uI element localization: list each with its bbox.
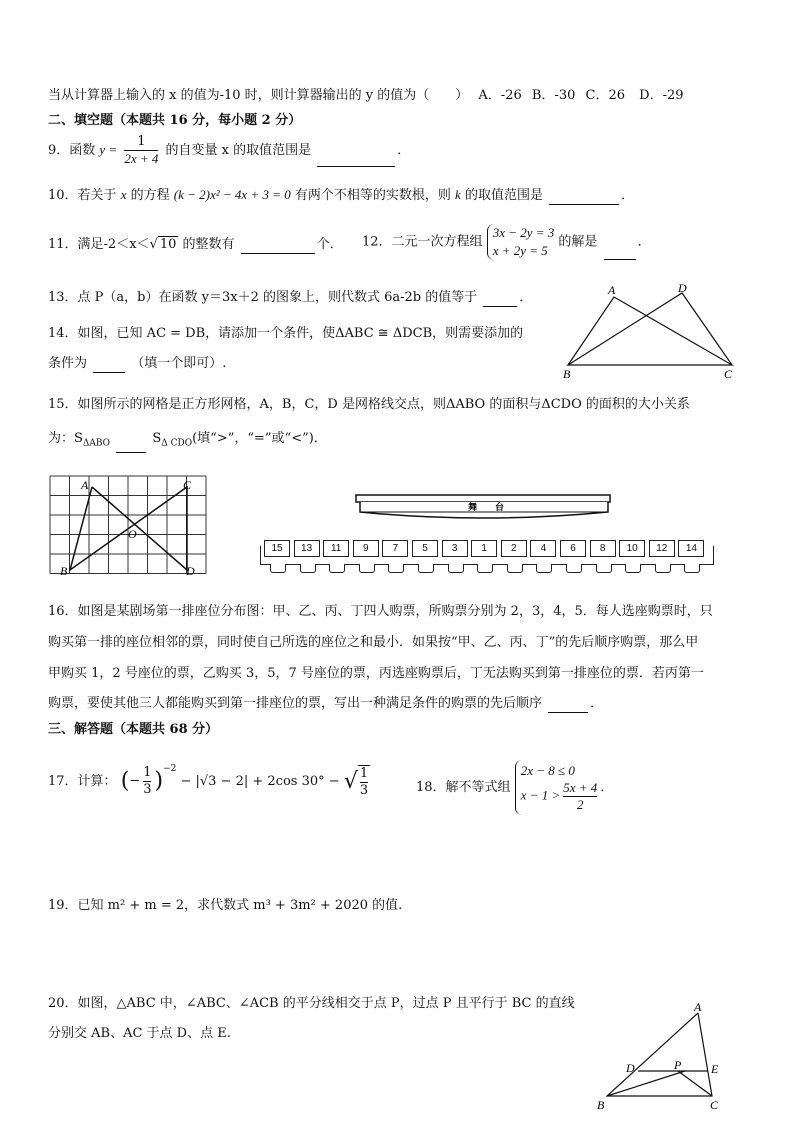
q16-answer-blank[interactable] bbox=[548, 712, 588, 713]
seat-leg bbox=[477, 564, 493, 573]
q11-end: 个． bbox=[316, 237, 343, 252]
seat-leg bbox=[329, 564, 345, 573]
q11-radicand: 10 bbox=[159, 237, 177, 252]
q17-sqrt: √ $\frac{1}{3}$ bbox=[343, 765, 369, 798]
q10-mid: 的方程 bbox=[130, 188, 170, 203]
q12-eq2: x + 2y = 5 bbox=[492, 243, 548, 258]
seat-leg bbox=[448, 564, 464, 573]
q9 bbox=[48, 134, 410, 167]
q10-answer-blank[interactable] bbox=[549, 204, 619, 205]
seat-leg bbox=[625, 564, 641, 573]
seat-leg bbox=[536, 564, 552, 573]
q15-label-o: O bbox=[128, 527, 137, 541]
q10-mid2: 有两个不相等的实数根，则 bbox=[294, 188, 451, 203]
q13 bbox=[48, 289, 532, 307]
q18-den: 2 bbox=[563, 796, 597, 813]
q16-line3: 甲购买 1，2 号座位的票，乙购买 3，5，7 号座位的票，丙选座购票后，丁无法购买到第一排座位的票．若丙第一 bbox=[48, 666, 704, 681]
seat-4: 4 bbox=[530, 540, 556, 557]
q8-option-a: A．-26 bbox=[478, 88, 522, 103]
q15-suffix: (填“>”，“=”或“<”)． bbox=[192, 431, 327, 446]
seat-15: 15 bbox=[264, 540, 290, 557]
seat-row bbox=[258, 538, 718, 578]
q15-s2: S bbox=[152, 431, 162, 446]
q20-label-d: D bbox=[626, 1061, 635, 1075]
q11 bbox=[48, 236, 343, 254]
q9-answer-blank[interactable] bbox=[317, 166, 395, 167]
seat-5: 5 bbox=[412, 540, 438, 557]
q20-label-a: A bbox=[694, 1000, 702, 1014]
q11-answer-blank[interactable] bbox=[241, 253, 315, 254]
seat-leg bbox=[270, 564, 286, 573]
q15-label-b: B bbox=[60, 564, 68, 578]
q15-label-c: C bbox=[183, 478, 192, 492]
q12-suffix: 的解是 bbox=[558, 234, 598, 250]
q20-figure bbox=[594, 996, 734, 1118]
stage-label: 舞 台 bbox=[468, 502, 505, 512]
q12 bbox=[362, 224, 651, 260]
q14-suffix: （填一个即可）. bbox=[131, 356, 227, 371]
q12-eq1: 3x − 2y = 3 bbox=[492, 225, 555, 240]
q15-s1: 为：S bbox=[48, 431, 83, 446]
q12-end: ． bbox=[637, 234, 651, 250]
q14-label-b: B bbox=[563, 367, 571, 380]
q17-mid: − |√3 − 2| + 2cos 30° − bbox=[180, 774, 340, 789]
q12-prefix: 12．二元一次方程组 bbox=[362, 234, 483, 250]
q16-line4-text: 购票，要使其他三人都能购买到第一排座位的票，写出一种满足条件的购票的先后顺序 bbox=[48, 696, 543, 711]
q10-k: k bbox=[455, 187, 461, 202]
q8-option-b: B．-30 bbox=[531, 88, 576, 103]
q9-suffix: 的自变量 x 的取值范围是 bbox=[165, 143, 312, 158]
seat-6: 6 bbox=[560, 540, 586, 557]
seat-leg bbox=[566, 564, 582, 573]
q17-fraction: $\frac{1}{3}$ bbox=[143, 765, 152, 797]
q10-equation: (k − 2)x² − 4x + 3 = 0 bbox=[173, 187, 291, 202]
q10-x: x bbox=[120, 187, 127, 202]
q8-text: 当从计算器上输入的 x 的值为-10 时，则计算器输出的 y 的值为（ ） bbox=[48, 88, 469, 103]
q15-grid-figure bbox=[48, 472, 212, 590]
q14-prefix: 条件为 bbox=[48, 356, 88, 371]
q14-label-a: A bbox=[608, 283, 616, 297]
q15-answer-blank[interactable] bbox=[116, 452, 146, 453]
q10-prefix: 10．若关于 bbox=[48, 188, 117, 203]
q14-answer-blank[interactable] bbox=[93, 372, 125, 373]
q17-num: 1 bbox=[359, 765, 369, 781]
seating-figure bbox=[258, 488, 718, 586]
q15-label-a: A bbox=[81, 478, 89, 492]
q17-den: 3 bbox=[359, 782, 369, 798]
q11-suffix: 的整数有 bbox=[182, 237, 235, 252]
q13-answer-blank[interactable] bbox=[483, 306, 517, 307]
q14-figure bbox=[560, 280, 745, 380]
q16-end: ． bbox=[590, 696, 604, 711]
q13-end: ． bbox=[519, 290, 533, 305]
q18-prefix: 18．解不等式组 bbox=[416, 780, 511, 795]
seat-2: 2 bbox=[501, 540, 527, 557]
q9-prefix: 9．函数 bbox=[48, 143, 96, 158]
q8-option-c: C．26 bbox=[585, 88, 626, 103]
q14-label-d: D bbox=[678, 281, 687, 295]
q11-sqrt: √ 10 bbox=[149, 237, 177, 252]
q9-num: 1 bbox=[137, 134, 146, 149]
section2-title: 二、填空题（本题共 16 分，每小题 2 分） bbox=[48, 113, 302, 128]
seat-9: 9 bbox=[353, 540, 379, 557]
seat-leg bbox=[300, 564, 316, 573]
seat-11: 11 bbox=[323, 540, 349, 557]
seat-leg bbox=[418, 564, 434, 573]
seat-13: 13 bbox=[294, 540, 320, 557]
q15-line2 bbox=[48, 430, 327, 453]
q14-line2 bbox=[48, 355, 226, 373]
q15-line1: 15．如图所示的网格是正方形网格，A，B，C，D 是网格线交点，则ΔABO 的面积与ΔCDO 的面积的大小关系 bbox=[48, 397, 690, 412]
seat-leg bbox=[684, 564, 700, 573]
seat-leg bbox=[388, 564, 404, 573]
q15-sub2: Δ CDO bbox=[161, 438, 193, 449]
q17-prefix: 17．计算： bbox=[48, 774, 117, 789]
seat-14: 14 bbox=[678, 540, 704, 557]
q15-sub1: ΔABO bbox=[82, 438, 111, 449]
q10-end: ． bbox=[621, 188, 635, 203]
q18 bbox=[416, 760, 613, 815]
seat-7: 7 bbox=[382, 540, 408, 557]
q20-line1: 20．如图，△ABC 中，∠ABC、∠ACB 的平分线相交于点 P，过点 P 且平行于 BC 的直线 bbox=[48, 996, 575, 1011]
q8-option-d: D．-29 bbox=[639, 88, 684, 103]
q18-eq2-left: x − 1 > bbox=[520, 787, 561, 803]
q18-end: ． bbox=[600, 780, 614, 795]
q12-answer-blank[interactable] bbox=[604, 259, 636, 260]
q14-label-c: C bbox=[724, 367, 733, 380]
q12-system bbox=[487, 224, 555, 260]
q14-line1: 14．如图，已知 AC = DB，请添加一个条件，使ΔABC ≅ ΔDCB，则需要添加的 bbox=[48, 326, 524, 341]
q15-label-d: D bbox=[186, 564, 195, 578]
q18-system bbox=[515, 760, 601, 815]
seat-leg bbox=[596, 564, 612, 573]
q9-den: 2x + 4 bbox=[124, 151, 159, 166]
stage-drawing bbox=[258, 488, 718, 538]
seat-12: 12 bbox=[649, 540, 675, 557]
q17-exponent: −2 bbox=[163, 764, 177, 774]
seat-1: 1 bbox=[471, 540, 497, 557]
q8-line bbox=[48, 87, 684, 105]
q20-label-e: E bbox=[711, 1062, 719, 1076]
q11-prefix: 11．满足-2＜x＜ bbox=[48, 237, 150, 252]
q20-line2: 分别交 AB、AC 于点 D、点 E. bbox=[48, 1026, 231, 1041]
q16-line2: 购买第一排的座位相邻的票，同时使自己所选的座位之和最小．如果按“甲、乙、丙、丁”的先后顺序购票，那么甲 bbox=[48, 635, 699, 650]
seat-8: 8 bbox=[590, 540, 616, 557]
q16-line1: 16．如图是某剧场第一排座位分布图：甲、乙、丙、丁四人购票，所购票分别为 2，3，4，5．每人选座购票时，只 bbox=[48, 604, 713, 619]
q10 bbox=[48, 186, 634, 205]
q9-end: ． bbox=[397, 143, 411, 158]
q20-label-c: C bbox=[710, 1098, 719, 1112]
seat-leg bbox=[655, 564, 671, 573]
q18-fraction bbox=[563, 780, 597, 813]
q20-label-p: P bbox=[674, 1058, 682, 1072]
q17: 17．计算： (− $\frac{1}{3}$ )$^{-2}$ − |√3 − 2| + 2cos 30° − √ $\frac{1}{3}$ bbox=[48, 764, 369, 798]
seat-leg bbox=[359, 564, 375, 573]
q9-fraction bbox=[124, 134, 158, 167]
seat-3: 3 bbox=[442, 540, 468, 557]
q16-line4 bbox=[48, 695, 603, 713]
q20-label-b: B bbox=[597, 1098, 605, 1112]
q18-num: 5x + 4 bbox=[563, 780, 598, 795]
seat-10: 10 bbox=[619, 540, 645, 557]
q19: 19．已知 m² + m = 2，求代数式 m³ + 3m² + 2020 的值. bbox=[48, 898, 403, 913]
q18-eq1: 2x − 8 ≤ 0 bbox=[520, 763, 575, 778]
q9-y: y = bbox=[99, 142, 118, 157]
q10-suffix: 的取值范围是 bbox=[464, 188, 543, 203]
q13-text: 13．点 P（a，b）在函数 y＝3x＋2 的图象上，则代数式 6a-2b 的值等于 bbox=[48, 290, 478, 305]
section3-title: 三、解答题（本题共 68 分） bbox=[48, 722, 219, 737]
seat-leg bbox=[507, 564, 523, 573]
